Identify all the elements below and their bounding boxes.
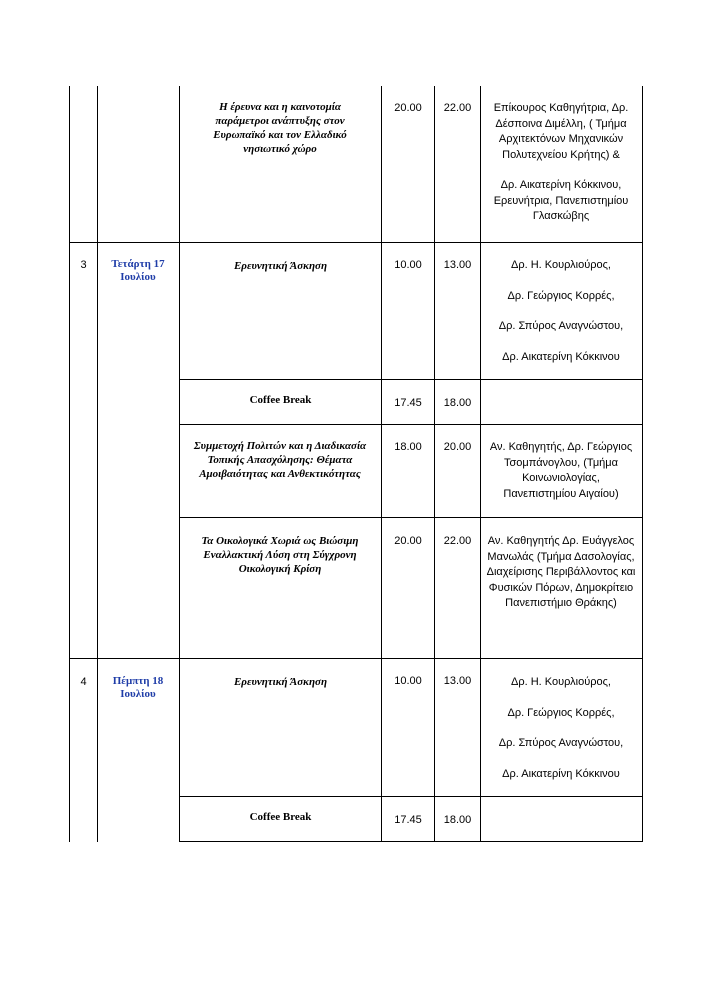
- speaker-name: Δρ. Αικατερίνη Κόκκινου: [502, 350, 620, 363]
- grid-line: [69, 242, 643, 243]
- end-time: 22.00: [443, 102, 472, 114]
- speakers: [486, 258, 636, 365]
- grid-line: [179, 796, 643, 797]
- start-time: 20.00: [394, 535, 422, 547]
- speaker-name: Δρ. Αικατερίνη Κόκκινου, Ερευνήτρια, Πανεπιστημίου Γλασκώβης: [493, 179, 629, 222]
- session-topic: Τα Οικολογικά Χωριά ως Βιώσιμη Εναλλακτική Λύση στη Σύγχρονη Οικολογική Κρίση: [201, 535, 359, 575]
- grid-line: [642, 86, 643, 842]
- grid-line: [97, 86, 98, 842]
- speaker-name: Δρ. Γεώργιος Κορρές,: [507, 706, 615, 719]
- speaker-name: Δρ. Η. Κουρλιούρος,: [511, 259, 611, 271]
- start-time: 18.00: [394, 441, 422, 453]
- speaker-name: Δρ. Αικατερίνη Κόκκινου: [502, 767, 620, 780]
- grid-line: [179, 841, 643, 842]
- end-time: 13.00: [443, 675, 472, 687]
- end-time: 20.00: [443, 441, 472, 453]
- start-time: 17.45: [394, 814, 422, 826]
- session-topic: Ερευνητική Άσκηση: [233, 260, 328, 272]
- speaker-name: Δρ. Η. Κουρλιούρος,: [511, 676, 611, 688]
- start-time: 17.45: [394, 397, 422, 409]
- grid-line: [381, 86, 382, 842]
- day-number: 4: [80, 676, 87, 688]
- grid-line: [480, 86, 481, 842]
- grid-line: [434, 86, 435, 842]
- start-time: 10.00: [394, 259, 422, 271]
- start-time: 20.00: [394, 102, 422, 114]
- end-time: 18.00: [443, 814, 472, 826]
- grid-line: [179, 424, 643, 425]
- end-time: 13.00: [443, 259, 472, 271]
- speaker-name: Δρ. Σπύρος Αναγνώστου,: [498, 320, 624, 332]
- grid-line: [69, 658, 643, 659]
- speaker-name: Επίκουρος Καθηγήτρια, Δρ. Δέσποινα Διμέλλη, ( Τμήμα Αρχιτεκτόνων Μηχανικών Πολυτεχνείου Κρήτης) &: [493, 102, 629, 161]
- day-date: Τετάρτη 17 Ιουλίου: [111, 258, 165, 283]
- day-date: Πέμπτη 18 Ιουλίου: [112, 675, 164, 700]
- speakers: [486, 440, 636, 502]
- speaker-name: Αν. Καθηγητής, Δρ. Γεώργιος Τσομπάνογλου, (Τμήμα Κοινωνιολογίας, Πανεπιστημίου Αιγαίου): [489, 441, 633, 500]
- day-number: 3: [80, 259, 87, 271]
- session-topic: Η έρευνα και η καινοτομία παράμετροι ανάπτυξης στον Ευρωπαϊκό και τον Ελλαδικό νησιωτικό χώρο: [213, 101, 347, 155]
- session-topic: Coffee Break: [249, 811, 312, 823]
- speakers: [486, 675, 636, 782]
- end-time: 18.00: [443, 397, 472, 409]
- session-topic: Συμμετοχή Πολιτών και η Διαδικασία Τοπικής Απασχόλησης: Θέματα Αμοιβαιότητας και Ανθεκτικότητας: [193, 440, 367, 480]
- speaker-name: Αν. Καθηγητής Δρ. Ευάγγελος Μανωλάς (Τμήμα Δασολογίας, Διαχείρισης Περιβάλλοντος και Φυσικών Πόρων, Δημοκρίτειο Πανεπιστήμιο Θράκης): [486, 535, 636, 609]
- speakers: [486, 534, 636, 612]
- grid-line: [179, 86, 180, 842]
- end-time: 22.00: [443, 535, 472, 547]
- session-topic: Ερευνητική Άσκηση: [233, 676, 328, 688]
- start-time: 10.00: [394, 675, 422, 687]
- speaker-name: Δρ. Γεώργιος Κορρές,: [507, 289, 615, 302]
- grid-line: [179, 517, 643, 518]
- session-topic: Coffee Break: [249, 394, 312, 406]
- grid-line: [179, 379, 643, 380]
- speakers: [486, 101, 636, 225]
- speaker-name: Δρ. Σπύρος Αναγνώστου,: [498, 737, 624, 749]
- grid-line: [69, 86, 70, 842]
